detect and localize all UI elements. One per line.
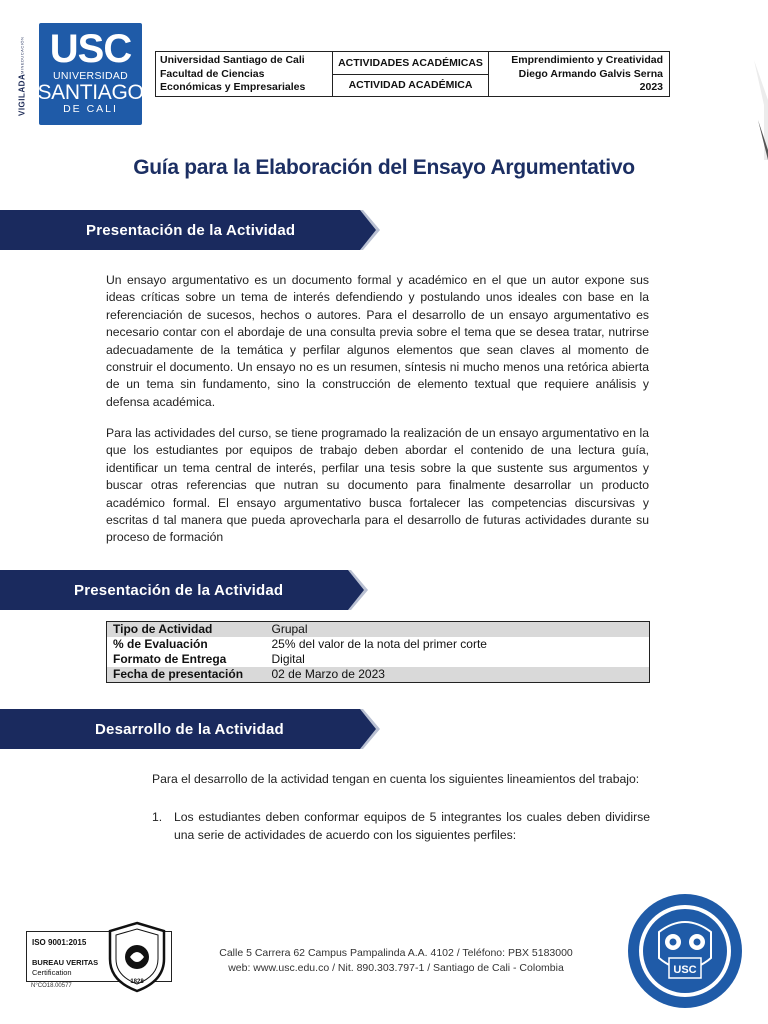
header-category: ACTIVIDADES ACADÉMICAS bbox=[333, 52, 488, 75]
row-label: Tipo de Actividad bbox=[107, 622, 266, 638]
section-heading: Desarrollo de la Actividad bbox=[95, 720, 284, 738]
list-number: 1. bbox=[152, 810, 163, 824]
section-banner-presentacion bbox=[0, 210, 380, 250]
section-banner-desarrollo bbox=[0, 709, 380, 749]
development-intro: Para el desarrollo de la actividad tengan en cuenta los siguientes lineamientos del trabajo: bbox=[152, 772, 640, 786]
paragraph-definition: Un ensayo argumentativo es un documento formal y académico en el que un autor expone sus ideas críticas sobre un tema de interés defendiendo y postulando unos ideales con base en la referenciación de sucesos, hechos o autores. Para el desarrollo de un ensayo argumentativo es necesario contar con el abordaje de una consulta previa sobre el tema que se desea tratar, nutrirse adecuadamente de la temática y perfilar algunos elementos que sean claves al momento de construir el documento. Un ensayo no es un resumen, síntesis ni mucho menos una retórica abierta de un tema sin fundamento, sino la construcción de elemento textual que requiere análisis y defensa académica. bbox=[106, 273, 649, 409]
table-row bbox=[107, 652, 650, 667]
logo-universidad: UNIVERSIDAD bbox=[52, 70, 129, 82]
row-value: Digital bbox=[271, 652, 305, 666]
vigilada-mark bbox=[12, 36, 32, 116]
header-professor: Diego Armando Galvis Serna bbox=[518, 67, 663, 80]
iso-standard: ISO 9001:2015 bbox=[32, 938, 87, 947]
corner-decoration bbox=[754, 60, 768, 160]
bureau-veritas-seal-icon bbox=[106, 921, 168, 993]
row-label: % de Evaluación bbox=[113, 637, 208, 651]
section-banner-presentacion-2 bbox=[0, 570, 368, 610]
logo-de-cali: DE CALI bbox=[63, 103, 118, 115]
vigilada-label: VIGILADA bbox=[17, 73, 27, 116]
header-category-cell bbox=[333, 52, 489, 96]
list-item bbox=[152, 808, 650, 844]
row-value: Grupal bbox=[266, 622, 650, 638]
header-info-table bbox=[155, 51, 670, 97]
header-year: 2023 bbox=[639, 81, 663, 93]
bv-seal-year: 1828 bbox=[130, 979, 144, 985]
accreditation-seal-icon bbox=[625, 892, 745, 1010]
vigilada-sublabel: MINEDUCACIÓN bbox=[19, 36, 25, 74]
logo-acronym: USC bbox=[49, 27, 132, 71]
row-label: Formato de Entrega bbox=[113, 652, 227, 666]
table-row bbox=[107, 667, 650, 683]
web-line: web: www.usc.edu.co / Nit. 890.303.797-1 / Santiago de Cali - Colombia bbox=[228, 962, 564, 974]
paragraph-course-activity: Para las actividades del curso, se tiene programado la realización de un ensayo argumentativo en la que los estudiantes por equipos de trabajo deben abordar el contenido de una lectura guía, identificar un tema central de interés, perfilar una tesis sobre la que sustente sus argumentos y buscar otras referencias que nutran su documento para finalmente desarrollar un producto académico formal. El ensayo argumentativo busca fortalecer las competencias discursivas y escritas d tal manera que pueda aprovecharla para el desarrollo de futuras actividades durante su proceso de formación bbox=[106, 426, 649, 545]
usc-logo bbox=[39, 23, 142, 125]
institution-line: Universidad Santiago de Cali bbox=[160, 54, 305, 66]
logo-santiago: SANTIAGO bbox=[37, 81, 144, 104]
footer-address bbox=[196, 946, 596, 976]
institution-line: Económicas y Empresariales bbox=[160, 81, 306, 93]
header-course-cell bbox=[489, 52, 669, 96]
activity-info-table bbox=[106, 621, 650, 683]
row-value: 02 de Marzo de 2023 bbox=[266, 667, 650, 683]
iso-cert-label: Certification bbox=[32, 968, 72, 977]
iso-organization: BUREAU VERITAS bbox=[32, 958, 99, 967]
document-title: Guía para la Elaboración del Ensayo Argumentativo bbox=[133, 156, 635, 179]
header-institution-cell bbox=[156, 52, 333, 96]
list-text: Los estudiantes deben conformar equipos de 5 integrantes los cuales deben dividirse una serie de actividades de acuerdo con los siguientes perfiles: bbox=[174, 810, 650, 842]
institution-line: Facultad de Ciencias bbox=[160, 67, 265, 80]
table-row bbox=[107, 637, 650, 652]
row-value: 25% del valor de la nota del primer corte bbox=[271, 637, 487, 651]
section-heading: Presentación de la Actividad bbox=[86, 221, 296, 239]
address-line: Calle 5 Carrera 62 Campus Pampalinda A.A. 4102 / Teléfono: PBX 5183000 bbox=[219, 947, 573, 959]
header-type: ACTIVIDAD ACADÉMICA bbox=[348, 79, 473, 92]
table-row bbox=[107, 622, 650, 638]
accreditation-logo-text: USC bbox=[673, 964, 697, 976]
row-label: Fecha de presentación bbox=[107, 667, 266, 683]
header-course: Emprendimiento y Creatividad bbox=[511, 54, 663, 66]
section-heading: Presentación de la Actividad bbox=[74, 581, 284, 599]
iso-cert-number: N°CO18.00577 bbox=[31, 983, 72, 989]
